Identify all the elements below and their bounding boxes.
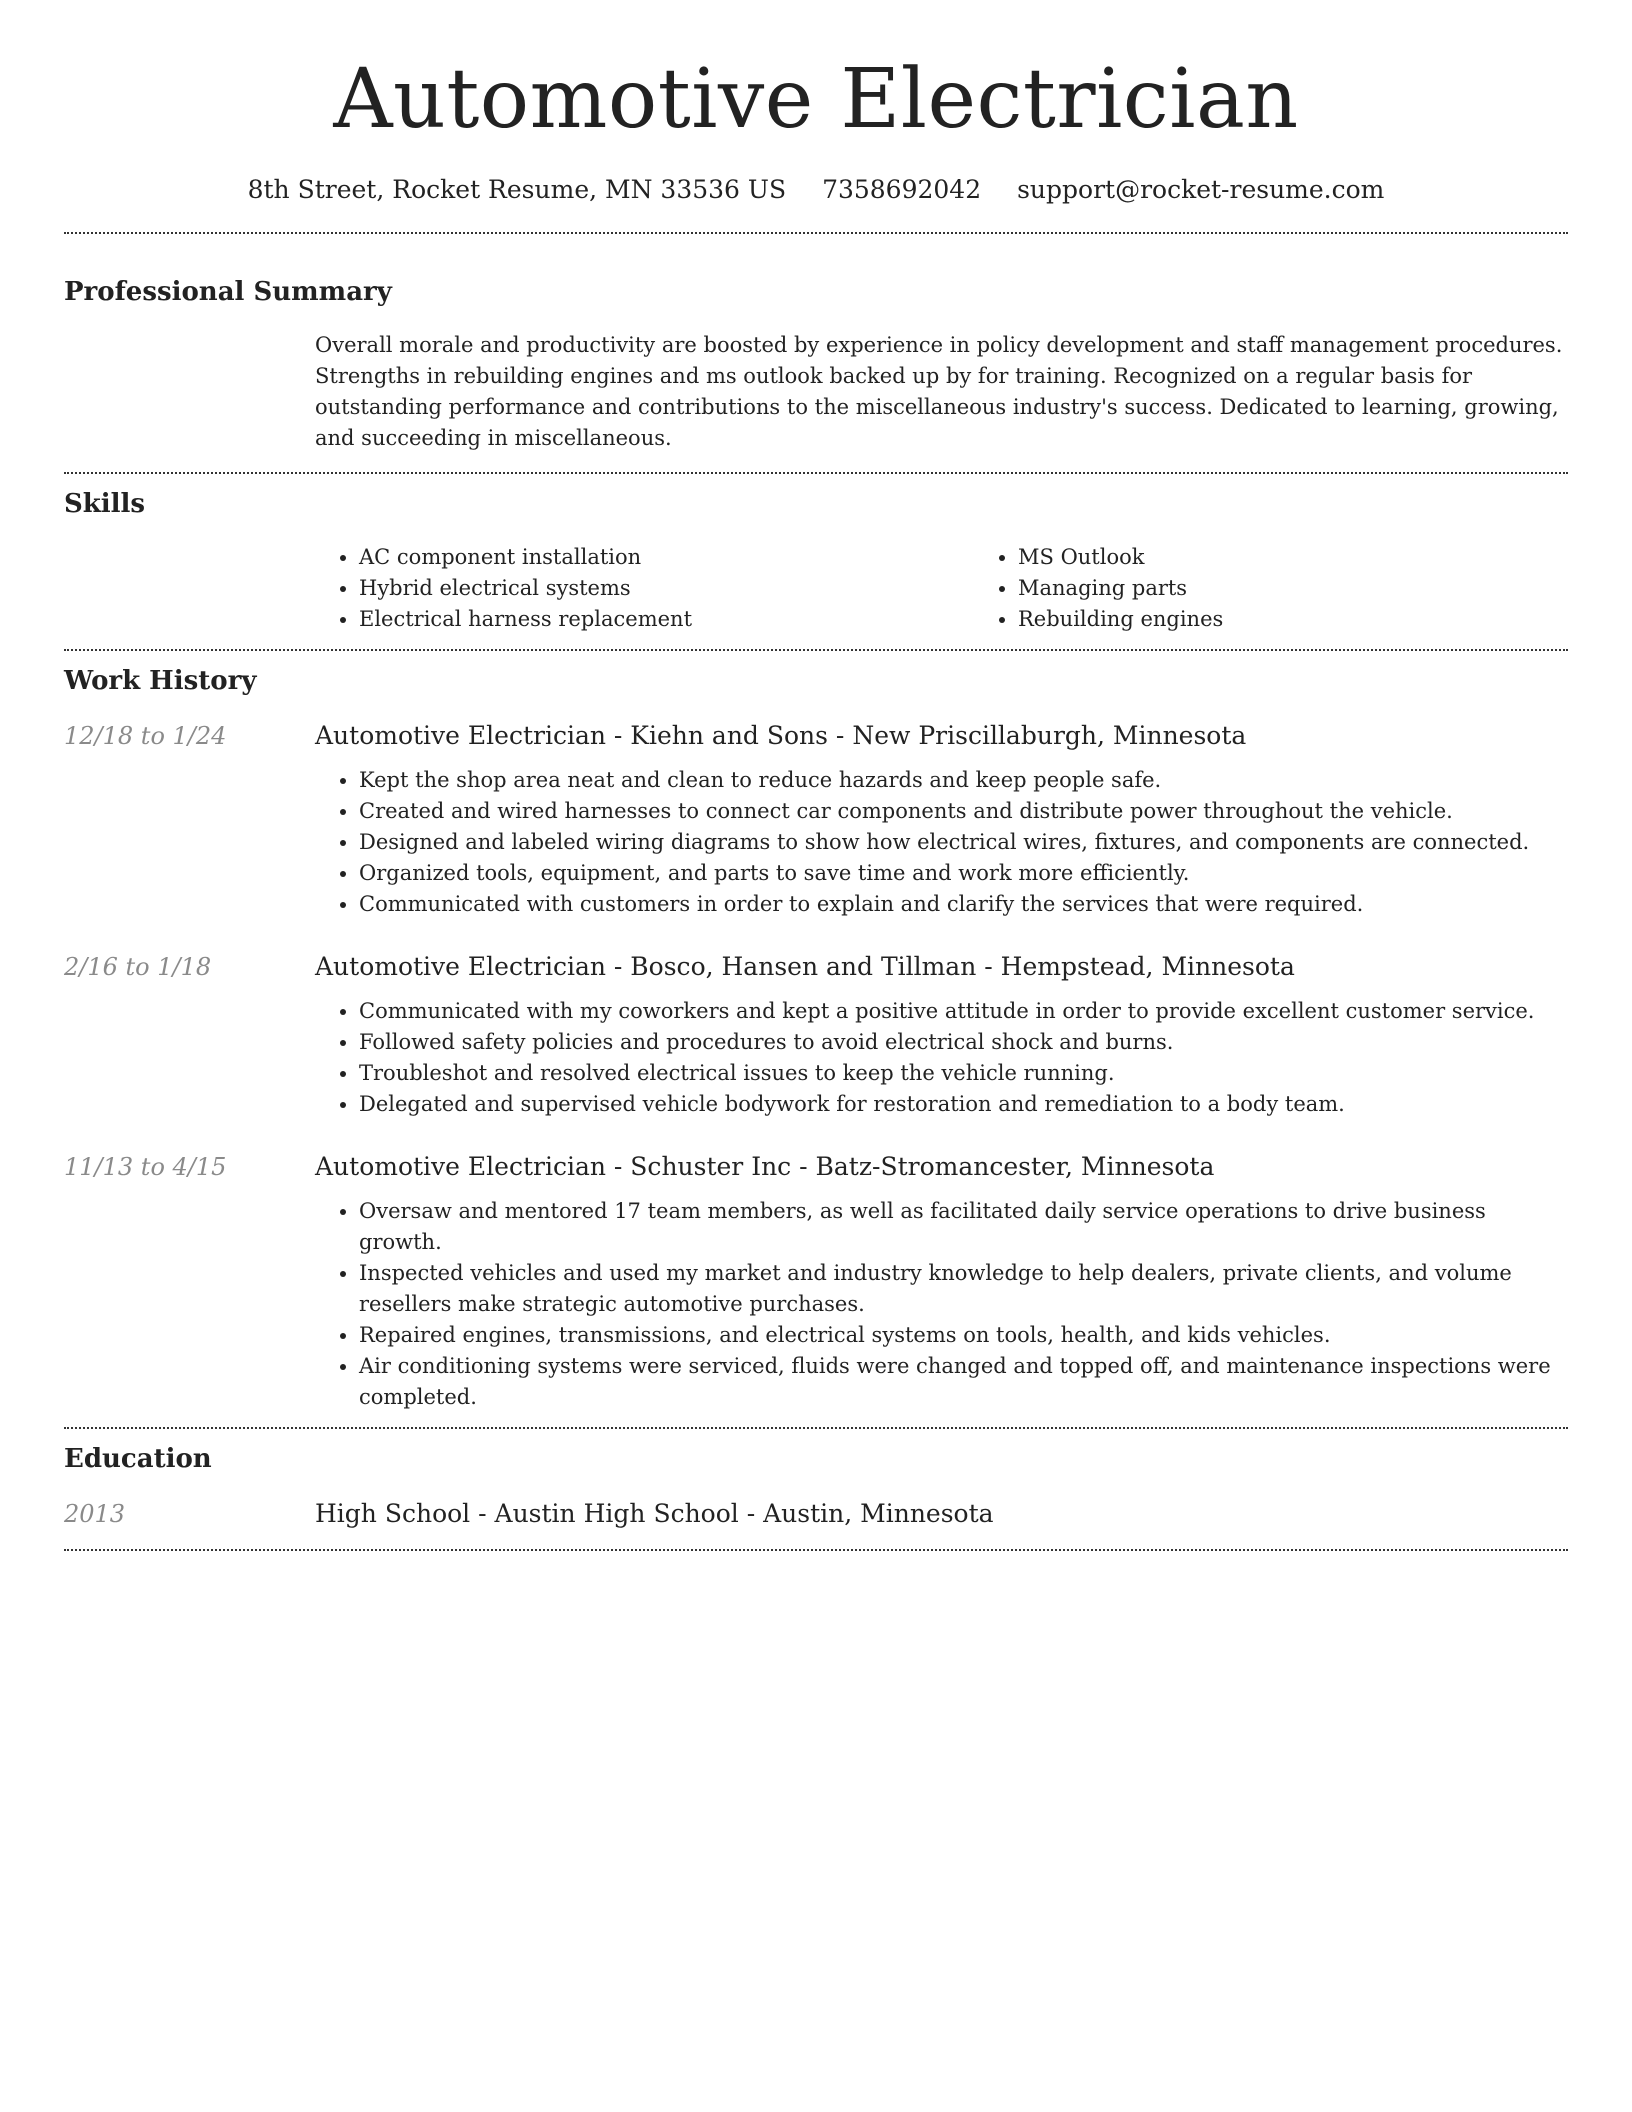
job-entry [64, 950, 1568, 1120]
education-section [64, 1441, 1568, 1531]
job-dates: 11/13 to 4/15 [64, 1153, 227, 1181]
job-bullet: • Delegated and supervised vehicle bodywork for restoration and remediation to a body team. [359, 1089, 1568, 1120]
job-bullets [315, 996, 1568, 1120]
divider [64, 1427, 1568, 1429]
job-bullet: • Organized tools, equipment, and parts to save time and work more efficiently. [359, 858, 1568, 889]
job-dates: 2/16 to 1/18 [64, 953, 212, 981]
job-title [315, 1150, 1568, 1184]
skills-body [315, 522, 1568, 649]
job-bullet: • Designed and labeled wiring diagrams to show how electrical wires, fixtures, and components are connected. [359, 827, 1568, 858]
summary-section [64, 274, 1568, 472]
job-entry [64, 1150, 1568, 1413]
job-bullet: • Air conditioning systems were serviced, fluids were changed and topped off, and maintenance inspections were completed. [359, 1351, 1568, 1413]
contact-phone: 7358692042 [822, 175, 982, 204]
job-bullet: • Followed safety policies and procedures to avoid electrical shock and burns. [359, 1027, 1568, 1058]
contact-line [64, 172, 1568, 208]
job-bullet: • Inspected vehicles and used my market and industry knowledge to help dealers, private clients, and volume resellers make strategic automotive purchases. [359, 1258, 1568, 1320]
skill-item: • Managing parts [1018, 573, 1223, 604]
section-spacer [64, 1413, 1568, 1427]
summary-row [64, 310, 1568, 472]
summary-text: Overall morale and productivity are boosted by experience in policy development and staff management procedures. Strengths in rebuilding engines and ms outlook backed up by for training. Recognized on a regular basis for outstanding performance and contributions to the miscellaneous industry's success. Dedicated to learning, growing, and succeeding in miscellaneous. [315, 333, 1563, 450]
job-body [315, 1150, 1568, 1413]
education-title [315, 1497, 1568, 1531]
job-bullet: • Repaired engines, transmissions, and electrical systems on tools, health, and kids vehicles. [359, 1320, 1568, 1351]
education-heading: Education [64, 1444, 212, 1474]
divider [64, 232, 1568, 234]
skills-list-left [315, 542, 974, 635]
job-bullet: • Communicated with customers in order to explain and clarify the services that were required. [359, 889, 1568, 920]
divider [64, 1549, 1568, 1551]
skills-grid [315, 542, 1568, 635]
summary-body [315, 310, 1568, 472]
work-history-heading: Work History [64, 666, 257, 696]
job-role: Automotive Electrician [315, 952, 606, 981]
skills-heading: Skills [64, 489, 146, 519]
job-bullets [315, 1196, 1568, 1413]
job-title [315, 950, 1568, 984]
job-details: - Schuster Inc - Batz-Stromancester, Minnesota [605, 1152, 1215, 1181]
job-dates: 12/18 to 1/24 [64, 722, 227, 750]
skill-item: • MS Outlook [1018, 542, 1223, 573]
skills-row [64, 522, 1568, 649]
job-bullets [315, 765, 1568, 920]
summary-heading: Professional Summary [64, 277, 392, 307]
skills-list-right [974, 542, 1223, 635]
skills-section [64, 486, 1568, 649]
skill-item: • Hybrid electrical systems [359, 573, 974, 604]
education-entry [64, 1497, 1568, 1531]
job-details: - Bosco, Hansen and Tillman - Hempstead, Minnesota [605, 952, 1295, 981]
job-bullet: • Created and wired harnesses to connect car components and distribute power throughout the vehicle. [359, 796, 1568, 827]
divider [64, 649, 1568, 651]
job-role: Automotive Electrician [315, 721, 606, 750]
job-entry [64, 719, 1568, 920]
education-degree: High School [315, 1499, 471, 1528]
education-year: 2013 [64, 1500, 126, 1528]
job-bullet: • Kept the shop area neat and clean to reduce hazards and keep people safe. [359, 765, 1568, 796]
divider [64, 472, 1568, 474]
education-body [315, 1497, 1568, 1531]
job-body [315, 950, 1568, 1120]
skill-item: • Electrical harness replacement [359, 604, 974, 635]
education-details: - Austin High School - Austin, Minnesota [470, 1499, 994, 1528]
job-body [315, 719, 1568, 920]
work-history-section [64, 663, 1568, 1427]
resume-name: Automotive Electrician [333, 52, 1299, 147]
job-bullet: • Oversaw and mentored 17 team members, as well as facilitated daily service operations to drive business growth. [359, 1196, 1568, 1258]
job-title [315, 719, 1568, 753]
job-bullet: • Communicated with my coworkers and kept a positive attitude in order to provide excellent customer service. [359, 996, 1568, 1027]
contact-email: support@rocket-resume.com [1017, 175, 1385, 204]
skill-item: • Rebuilding engines [1018, 604, 1223, 635]
job-role: Automotive Electrician [315, 1152, 606, 1181]
contact-address: 8th Street, Rocket Resume, MN 33536 US [247, 175, 787, 204]
skill-item: • AC component installation [359, 542, 974, 573]
job-details: - Kiehn and Sons - New Priscillaburgh, Minnesota [605, 721, 1247, 750]
job-bullet: • Troubleshot and resolved electrical issues to keep the vehicle running. [359, 1058, 1568, 1089]
